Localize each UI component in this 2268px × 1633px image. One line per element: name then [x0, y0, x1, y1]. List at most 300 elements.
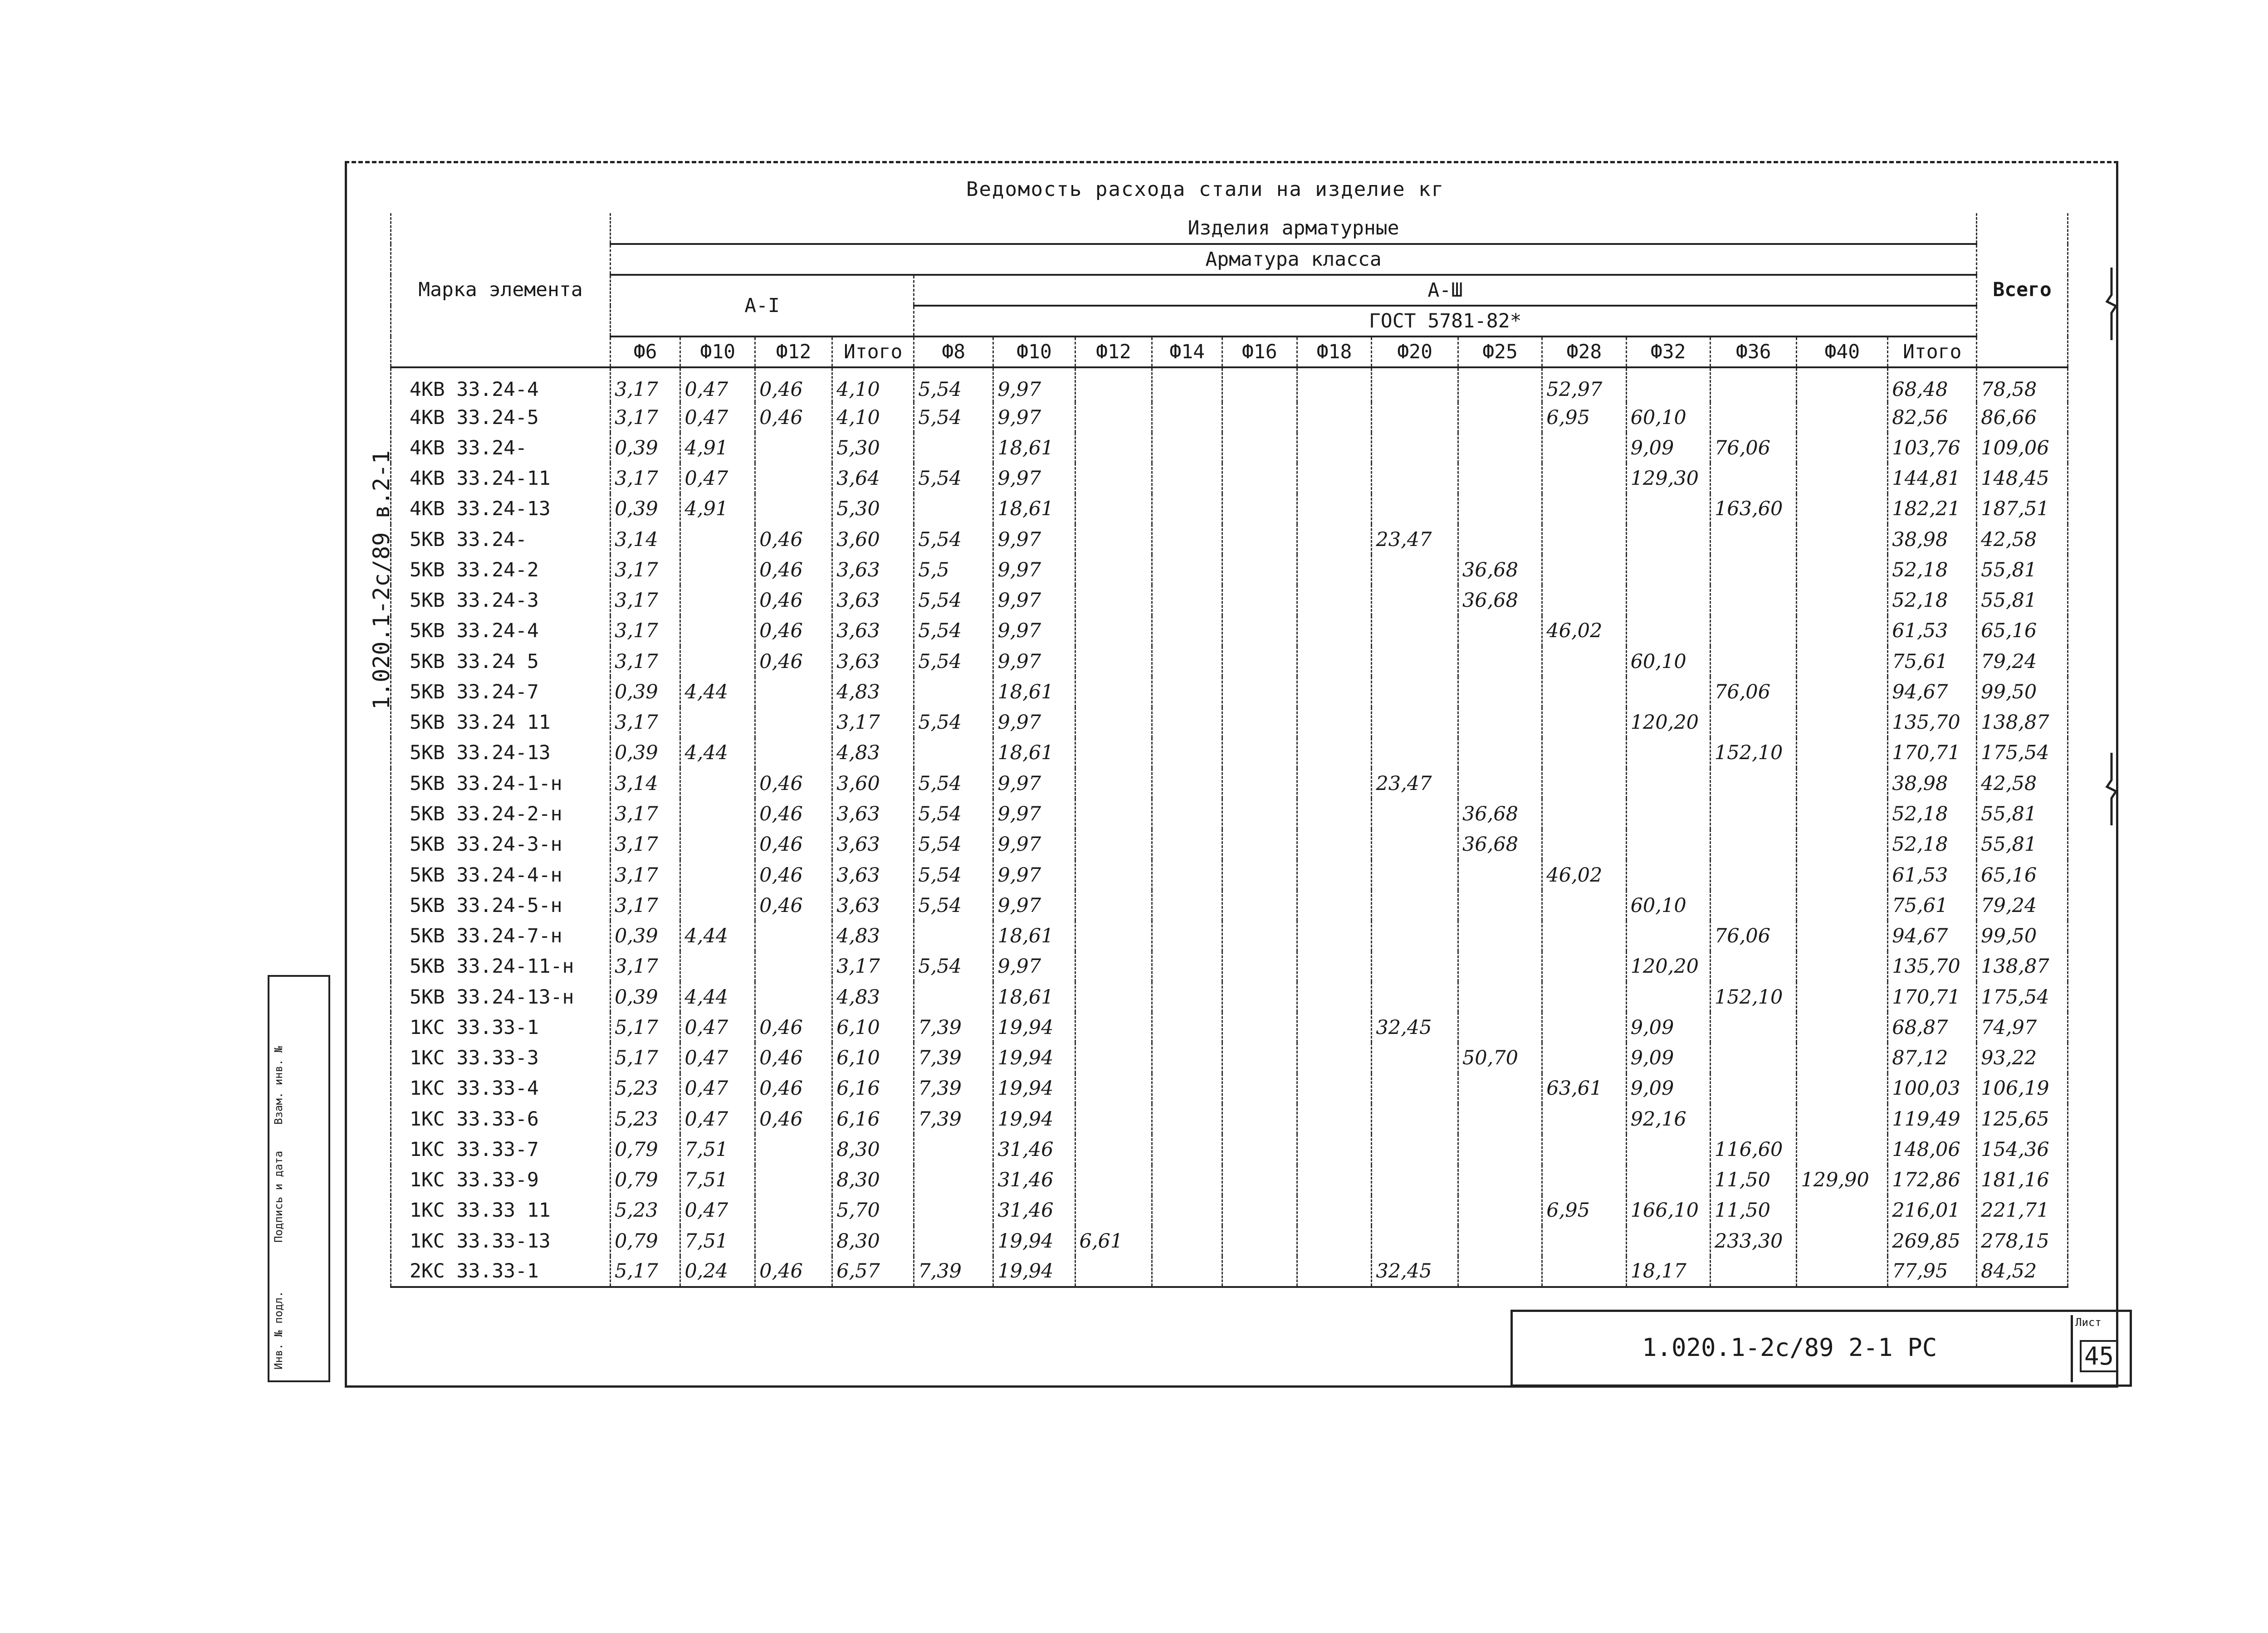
cell-value: 3,63: [832, 585, 914, 615]
cell-value: [1152, 982, 1222, 1012]
cell-value: 36,68: [1458, 829, 1542, 860]
cell-value: [1626, 1134, 1710, 1165]
cell-value: [755, 463, 832, 493]
diameter-header-row: [391, 336, 2068, 367]
element-mark: 1КС 33.33 11: [391, 1195, 611, 1226]
cell-value: 0,46: [755, 402, 832, 433]
cell-value: [1372, 829, 1458, 860]
element-mark: 4КВ 33.24-4: [391, 367, 611, 402]
cell-value: 138,87: [1977, 951, 2068, 982]
cell-value: [1797, 768, 1888, 799]
cell-value: 76,06: [1710, 433, 1797, 463]
cell-value: 5,70: [832, 1195, 914, 1226]
cell-value: [914, 738, 993, 768]
cell-value: 94,67: [1888, 921, 1977, 951]
cell-value: [1297, 1226, 1372, 1256]
cell-value: 119,49: [1888, 1104, 1977, 1134]
cell-value: 52,18: [1888, 585, 1977, 615]
cell-value: 3,17: [610, 402, 680, 433]
cell-value: [1797, 1256, 1888, 1287]
cell-value: [1075, 799, 1152, 829]
cell-value: 9,09: [1626, 1043, 1710, 1073]
cell-value: [1458, 524, 1542, 555]
table-row: [391, 890, 2068, 921]
table-row: [391, 1043, 2068, 1073]
cell-value: 99,50: [1977, 677, 2068, 707]
cell-value: [1458, 433, 1542, 463]
cell-value: 6,61: [1075, 1226, 1152, 1256]
cell-value: [1297, 921, 1372, 951]
element-mark: 5КВ 33.24 11: [391, 707, 611, 738]
cell-value: [1222, 982, 1297, 1012]
cell-value: [1152, 829, 1222, 860]
cell-value: 94,67: [1888, 677, 1977, 707]
cell-value: 42,58: [1977, 768, 2068, 799]
cell-value: [755, 707, 832, 738]
cell-value: 4,10: [832, 367, 914, 402]
cell-value: 3,63: [832, 555, 914, 585]
cell-value: 9,97: [993, 951, 1075, 982]
cell-value: 148,45: [1977, 463, 2068, 493]
cell-value: 6,95: [1542, 1195, 1626, 1226]
cell-value: [1075, 829, 1152, 860]
cell-value: 7,39: [914, 1043, 993, 1073]
cell-value: [1542, 463, 1626, 493]
cell-value: [1152, 1043, 1222, 1073]
table-row: [391, 616, 2068, 646]
cell-value: 5,54: [914, 367, 993, 402]
cell-value: 68,48: [1888, 367, 1977, 402]
cell-value: [1222, 1134, 1297, 1165]
cell-value: [1222, 1104, 1297, 1134]
cell-value: [1152, 1226, 1222, 1256]
cell-value: 4,10: [832, 402, 914, 433]
cell-value: [1626, 1165, 1710, 1195]
cell-value: [1797, 707, 1888, 738]
cell-value: 78,58: [1977, 367, 2068, 402]
cell-value: 0,79: [610, 1226, 680, 1256]
document-code: 1.020.1-2с/89 2-1 РС: [1642, 1333, 1937, 1362]
cell-value: 3,64: [832, 463, 914, 493]
cell-value: 9,97: [993, 860, 1075, 890]
cell-value: [1710, 1073, 1797, 1104]
cell-value: 6,16: [832, 1073, 914, 1104]
cell-value: [1075, 1043, 1152, 1073]
diameter-header: Ф18: [1297, 336, 1372, 367]
cell-value: [1458, 494, 1542, 524]
cell-value: 0,47: [680, 1043, 755, 1073]
element-mark: 5КВ 33.24-2: [391, 555, 611, 585]
cell-value: [1710, 585, 1797, 615]
cell-value: [1372, 1104, 1458, 1134]
cell-value: [1075, 494, 1152, 524]
cell-value: 0,39: [610, 921, 680, 951]
cell-value: 87,12: [1888, 1043, 1977, 1073]
diameter-header: Ф8: [914, 336, 993, 367]
cell-value: [1222, 1073, 1297, 1104]
cell-value: 163,60: [1710, 494, 1797, 524]
table-row: [391, 585, 2068, 615]
cell-value: 31,46: [993, 1195, 1075, 1226]
cell-value: [1075, 463, 1152, 493]
cell-value: 106,19: [1977, 1073, 2068, 1104]
cell-value: [1626, 921, 1710, 951]
cell-value: 5,54: [914, 707, 993, 738]
cell-value: [1542, 1043, 1626, 1073]
cell-value: 0,39: [610, 677, 680, 707]
cell-value: 5,54: [914, 646, 993, 677]
table-row: [391, 1226, 2068, 1256]
table-row: [391, 829, 2068, 860]
cell-value: [1152, 768, 1222, 799]
cell-value: 0,46: [755, 524, 832, 555]
table-row: [391, 1104, 2068, 1134]
cell-value: [1222, 616, 1297, 646]
cell-value: [1372, 433, 1458, 463]
cell-value: 61,53: [1888, 860, 1977, 890]
cell-value: 3,63: [832, 646, 914, 677]
cell-value: 3,17: [832, 707, 914, 738]
cell-value: [1075, 367, 1152, 402]
cell-value: 79,24: [1977, 890, 2068, 921]
cell-value: 74,97: [1977, 1012, 2068, 1043]
cell-value: [680, 524, 755, 555]
cell-value: [1075, 1012, 1152, 1043]
cell-value: [1542, 494, 1626, 524]
cell-value: [755, 1165, 832, 1195]
cell-value: [1075, 738, 1152, 768]
cell-value: [1626, 829, 1710, 860]
cell-value: 9,97: [993, 616, 1075, 646]
diameter-header: Ф25: [1458, 336, 1542, 367]
cell-value: 9,97: [993, 707, 1075, 738]
cell-value: [1797, 555, 1888, 585]
cell-value: [1075, 433, 1152, 463]
cell-value: [1297, 1165, 1372, 1195]
cell-value: [1222, 707, 1297, 738]
cell-value: [914, 677, 993, 707]
cell-value: [1075, 982, 1152, 1012]
element-mark: 5КВ 33.24-7-н: [391, 921, 611, 951]
element-mark: 4КВ 33.24-11: [391, 463, 611, 493]
cell-value: [1297, 367, 1372, 402]
cell-value: 68,87: [1888, 1012, 1977, 1043]
cell-value: 0,46: [755, 1012, 832, 1043]
cell-value: [1297, 524, 1372, 555]
cell-value: 9,97: [993, 799, 1075, 829]
cell-value: [1626, 555, 1710, 585]
cell-value: 38,98: [1888, 524, 1977, 555]
cell-value: [1075, 707, 1152, 738]
element-mark: 5КВ 33.24-3: [391, 585, 611, 615]
cell-value: [1222, 1195, 1297, 1226]
cell-value: 221,71: [1977, 1195, 2068, 1226]
cell-value: [1797, 433, 1888, 463]
cell-value: [755, 677, 832, 707]
cell-value: [755, 1134, 832, 1165]
element-mark: 1КС 33.33-4: [391, 1073, 611, 1104]
cell-value: 3,17: [610, 555, 680, 585]
cell-value: 3,17: [610, 707, 680, 738]
cell-value: [914, 1226, 993, 1256]
cell-value: [1797, 1195, 1888, 1226]
cell-value: 6,16: [832, 1104, 914, 1134]
cell-value: [1797, 463, 1888, 493]
cell-value: [755, 1195, 832, 1226]
cell-value: 82,56: [1888, 402, 1977, 433]
cell-value: [1372, 646, 1458, 677]
cell-value: [1152, 1195, 1222, 1226]
cell-value: 86,66: [1977, 402, 2068, 433]
table-row: [391, 1256, 2068, 1287]
table-row: [391, 860, 2068, 890]
cell-value: [1542, 799, 1626, 829]
cell-value: [1458, 1195, 1542, 1226]
table-row: [391, 402, 2068, 433]
cell-value: [1372, 860, 1458, 890]
cell-value: [1458, 768, 1542, 799]
element-mark: 4КВ 33.24-5: [391, 402, 611, 433]
cell-value: 5,54: [914, 402, 993, 433]
cell-value: [1222, 1043, 1297, 1073]
cell-value: [1372, 1195, 1458, 1226]
cell-value: [1372, 1165, 1458, 1195]
cell-value: 100,03: [1888, 1073, 1977, 1104]
cell-value: 5,5: [914, 555, 993, 585]
cell-value: [1372, 921, 1458, 951]
element-mark: 5КВ 33.24-1-н: [391, 768, 611, 799]
cell-value: 18,61: [993, 494, 1075, 524]
cell-value: [1222, 677, 1297, 707]
table-row: [391, 799, 2068, 829]
cell-value: 52,18: [1888, 799, 1977, 829]
table-row: [391, 677, 2068, 707]
cell-value: 5,23: [610, 1073, 680, 1104]
cell-value: 31,46: [993, 1134, 1075, 1165]
cell-value: 19,94: [993, 1043, 1075, 1073]
mark-header: Марка элемента: [391, 213, 611, 367]
cell-value: [1797, 860, 1888, 890]
cell-value: 0,46: [755, 799, 832, 829]
cell-value: [1372, 402, 1458, 433]
cell-value: 0,79: [610, 1165, 680, 1195]
cell-value: [1152, 616, 1222, 646]
cell-value: [1222, 367, 1297, 402]
cell-value: [1297, 1195, 1372, 1226]
diameter-header: Ф10: [680, 336, 755, 367]
cell-value: 103,76: [1888, 433, 1977, 463]
cell-value: 9,97: [993, 367, 1075, 402]
diameter-header: Ф28: [1542, 336, 1626, 367]
cell-value: 181,16: [1977, 1165, 2068, 1195]
cell-value: [1297, 1043, 1372, 1073]
cell-value: [1797, 1012, 1888, 1043]
cell-value: 4,83: [832, 921, 914, 951]
cell-value: 4,91: [680, 433, 755, 463]
cell-value: 9,97: [993, 768, 1075, 799]
cell-value: [1297, 1012, 1372, 1043]
cell-value: [1297, 555, 1372, 585]
cell-value: [1152, 1165, 1222, 1195]
table-row: [391, 1134, 2068, 1165]
cell-value: [755, 738, 832, 768]
cell-value: 6,57: [832, 1256, 914, 1287]
cell-value: 5,30: [832, 494, 914, 524]
cell-value: [1542, 707, 1626, 738]
cell-value: [1372, 1226, 1458, 1256]
cell-value: [1152, 524, 1222, 555]
cell-value: [1222, 1012, 1297, 1043]
sheet-label: Лист: [2075, 1316, 2102, 1329]
cell-value: 9,09: [1626, 1073, 1710, 1104]
cell-value: 3,17: [610, 890, 680, 921]
cell-value: [1075, 1073, 1152, 1104]
cell-value: [914, 1165, 993, 1195]
diameter-header: Ф10: [993, 336, 1075, 367]
cell-value: 3,63: [832, 829, 914, 860]
cell-value: [1222, 799, 1297, 829]
cell-value: [1152, 799, 1222, 829]
element-mark: 5КВ 33.24-: [391, 524, 611, 555]
cell-value: 4,91: [680, 494, 755, 524]
cell-value: 0,47: [680, 1073, 755, 1104]
cell-value: 0,47: [680, 1195, 755, 1226]
diameter-header: Итого: [832, 336, 914, 367]
cell-value: 65,16: [1977, 616, 2068, 646]
cell-value: 65,16: [1977, 860, 2068, 890]
cell-value: 5,54: [914, 768, 993, 799]
cell-value: [1626, 799, 1710, 829]
cell-value: 0,46: [755, 890, 832, 921]
diameter-header: Ф12: [1075, 336, 1152, 367]
cell-value: [1458, 367, 1542, 402]
cell-value: 148,06: [1888, 1134, 1977, 1165]
element-mark: 1КС 33.33-13: [391, 1226, 611, 1256]
cell-value: 36,68: [1458, 585, 1542, 615]
cell-value: 5,54: [914, 799, 993, 829]
cell-value: [1710, 799, 1797, 829]
cell-value: [1458, 860, 1542, 890]
cell-value: [1372, 982, 1458, 1012]
cell-value: [1458, 921, 1542, 951]
cell-value: 4,83: [832, 982, 914, 1012]
cell-value: [1542, 738, 1626, 768]
cell-value: [680, 829, 755, 860]
cell-value: [1075, 616, 1152, 646]
cell-value: 3,17: [610, 616, 680, 646]
cell-value: 5,54: [914, 463, 993, 493]
table-row: [391, 1012, 2068, 1043]
cell-value: [1075, 646, 1152, 677]
cell-value: 154,36: [1977, 1134, 2068, 1165]
cell-value: 9,97: [993, 585, 1075, 615]
table-row: [391, 555, 2068, 585]
cell-value: [1797, 829, 1888, 860]
cell-value: [1152, 646, 1222, 677]
cell-value: [1152, 494, 1222, 524]
cell-value: [1297, 463, 1372, 493]
cell-value: 216,01: [1888, 1195, 1977, 1226]
cell-value: [1626, 1226, 1710, 1256]
cell-value: [1542, 677, 1626, 707]
cell-value: 55,81: [1977, 585, 2068, 615]
cell-value: 93,22: [1977, 1043, 2068, 1073]
element-mark: 5КВ 33.24-3-н: [391, 829, 611, 860]
cell-value: 4,83: [832, 677, 914, 707]
cell-value: 0,46: [755, 1043, 832, 1073]
cell-value: [1222, 463, 1297, 493]
cell-value: 152,10: [1710, 982, 1797, 1012]
cell-value: 18,17: [1626, 1256, 1710, 1287]
cell-value: [1297, 707, 1372, 738]
cell-value: [1372, 890, 1458, 921]
cell-value: [1152, 707, 1222, 738]
table-row: [391, 738, 2068, 768]
cell-value: [1458, 890, 1542, 921]
cell-value: 19,94: [993, 1012, 1075, 1043]
cell-value: 170,71: [1888, 982, 1977, 1012]
cell-value: [755, 951, 832, 982]
cell-value: [1152, 367, 1222, 402]
cell-value: [1372, 1073, 1458, 1104]
cell-value: [1222, 1165, 1297, 1195]
cell-value: [1297, 646, 1372, 677]
cell-value: 0,46: [755, 1073, 832, 1104]
cell-value: 3,17: [610, 646, 680, 677]
diameter-header: Ф16: [1222, 336, 1297, 367]
cell-value: [1297, 799, 1372, 829]
cell-value: [1458, 1012, 1542, 1043]
cell-value: 7,51: [680, 1134, 755, 1165]
cell-value: [1222, 402, 1297, 433]
diameter-header: Итого: [1888, 336, 1977, 367]
cell-value: 3,17: [610, 585, 680, 615]
cell-value: 0,39: [610, 433, 680, 463]
cell-value: 84,52: [1977, 1256, 2068, 1287]
cell-value: [1458, 1256, 1542, 1287]
cell-value: [1458, 738, 1542, 768]
cell-value: [680, 799, 755, 829]
cell-value: 7,39: [914, 1256, 993, 1287]
cell-value: [914, 433, 993, 463]
cell-value: 18,61: [993, 982, 1075, 1012]
cell-value: 18,61: [993, 433, 1075, 463]
cell-value: [1152, 585, 1222, 615]
cell-value: [1542, 890, 1626, 921]
cell-value: [1542, 768, 1626, 799]
cell-value: [680, 585, 755, 615]
cell-value: 5,23: [610, 1195, 680, 1226]
cell-value: [1542, 982, 1626, 1012]
total-all-header: Всего: [1977, 213, 2068, 367]
cell-value: 77,95: [1888, 1256, 1977, 1287]
cell-value: 76,06: [1710, 921, 1797, 951]
cell-value: [1797, 951, 1888, 982]
cell-value: 3,60: [832, 524, 914, 555]
cell-value: 129,90: [1797, 1165, 1888, 1195]
cell-value: [1152, 1012, 1222, 1043]
cell-value: 6,10: [832, 1043, 914, 1073]
cell-value: [1372, 951, 1458, 982]
table-row: [391, 1073, 2068, 1104]
diameter-header: Ф32: [1626, 336, 1710, 367]
cell-value: 0,46: [755, 860, 832, 890]
cell-value: [1152, 1073, 1222, 1104]
cell-value: [1372, 1134, 1458, 1165]
cell-value: 182,21: [1888, 494, 1977, 524]
cell-value: 172,86: [1888, 1165, 1977, 1195]
cell-value: 32,45: [1372, 1256, 1458, 1287]
